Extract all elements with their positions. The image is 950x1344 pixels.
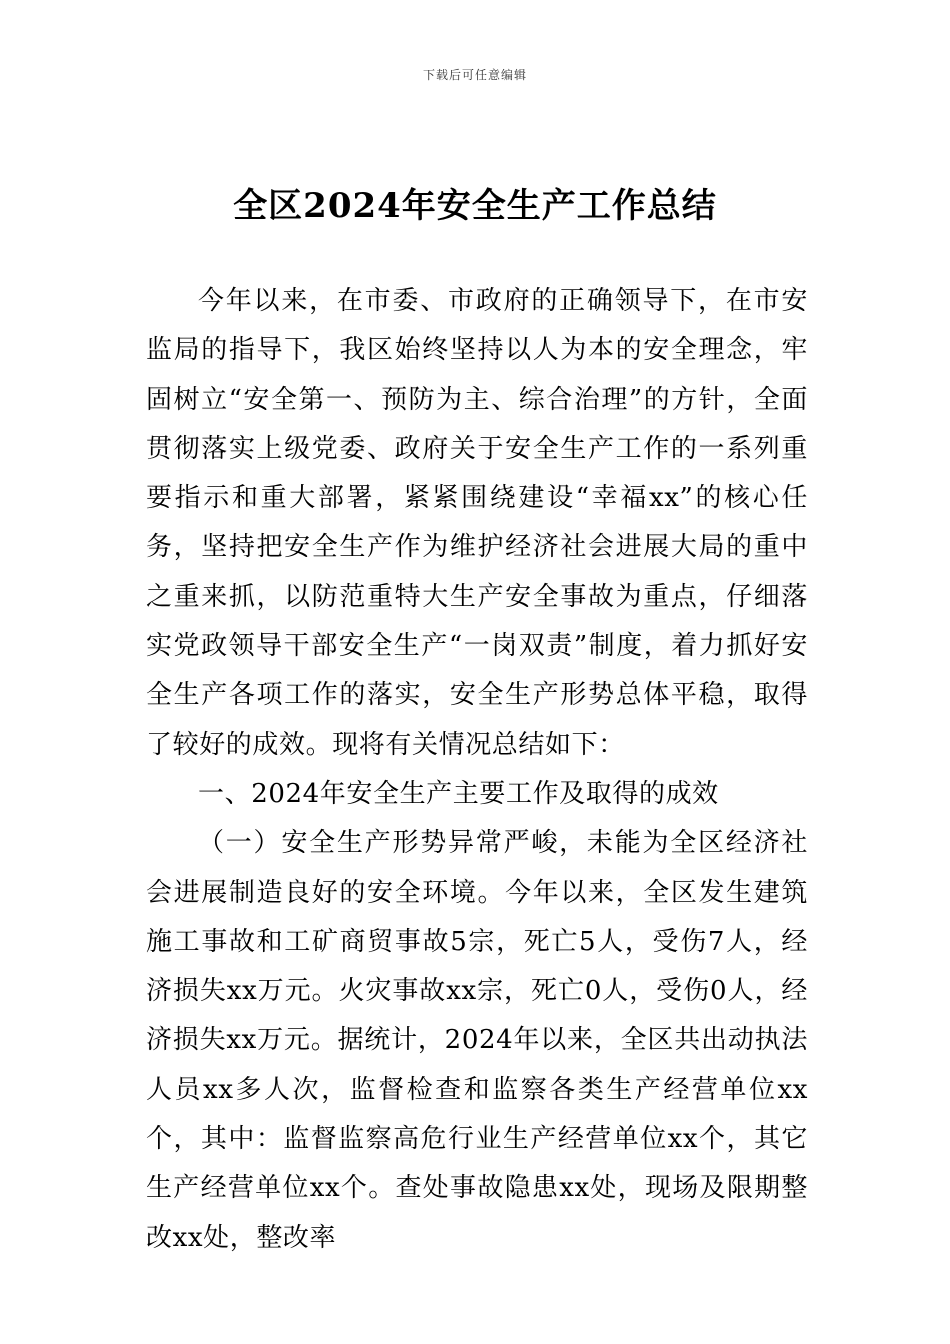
header-note: 下载后可任意编辑 xyxy=(422,68,527,82)
intro-paragraph: 今年以来，在市委、市政府的正确领导下，在市安监局的指导下，我区始终坚持以人为本的安全理念，牢固树立“安全第一、预防为主、综合治理”的方针，全面贯彻落实上级党委、政府关于安全生产工作的一系列重要指示和重大部署，紧紧围绕建设“幸福xx”的核心任务，坚持把安全生产作为维护经济社会进展大局的重中之重来抓，以防范重特大生产安全事故为重点，仔细落实党政领导干部安全生产“一岗双责”制度，着力抓好安全生产各项工作的落实，安全生产形势总体平稳，取得了较好的成效。现将有关情况总结如下： xyxy=(146,286,808,760)
document-title: 全区2024年安全生产工作总结 xyxy=(233,186,717,226)
subsection-paragraph: （一）安全生产形势异常严峻，未能为全区经济社会进展制造良好的安全环境。今年以来，全区发生建筑施工事故和工矿商贸事故5宗，死亡5人，受伤7人，经济损失xx万元。火灾事故xx宗，死亡0人，受伤0人，经济损失xx万元。据统计，2024年以来，全区共出动执法人员xx多人次，监督检查和监察各类生产经营单位xx个，其中：监督监察高危行业生产经营单位xx个，其它生产经营单位xx个。查处事故隐患xx处，现场及限期整改xx处，整改率 xyxy=(146,828,808,1253)
section-heading: 一、2024年安全生产主要工作及取得的成效 xyxy=(198,778,719,809)
document-body xyxy=(146,277,808,1263)
